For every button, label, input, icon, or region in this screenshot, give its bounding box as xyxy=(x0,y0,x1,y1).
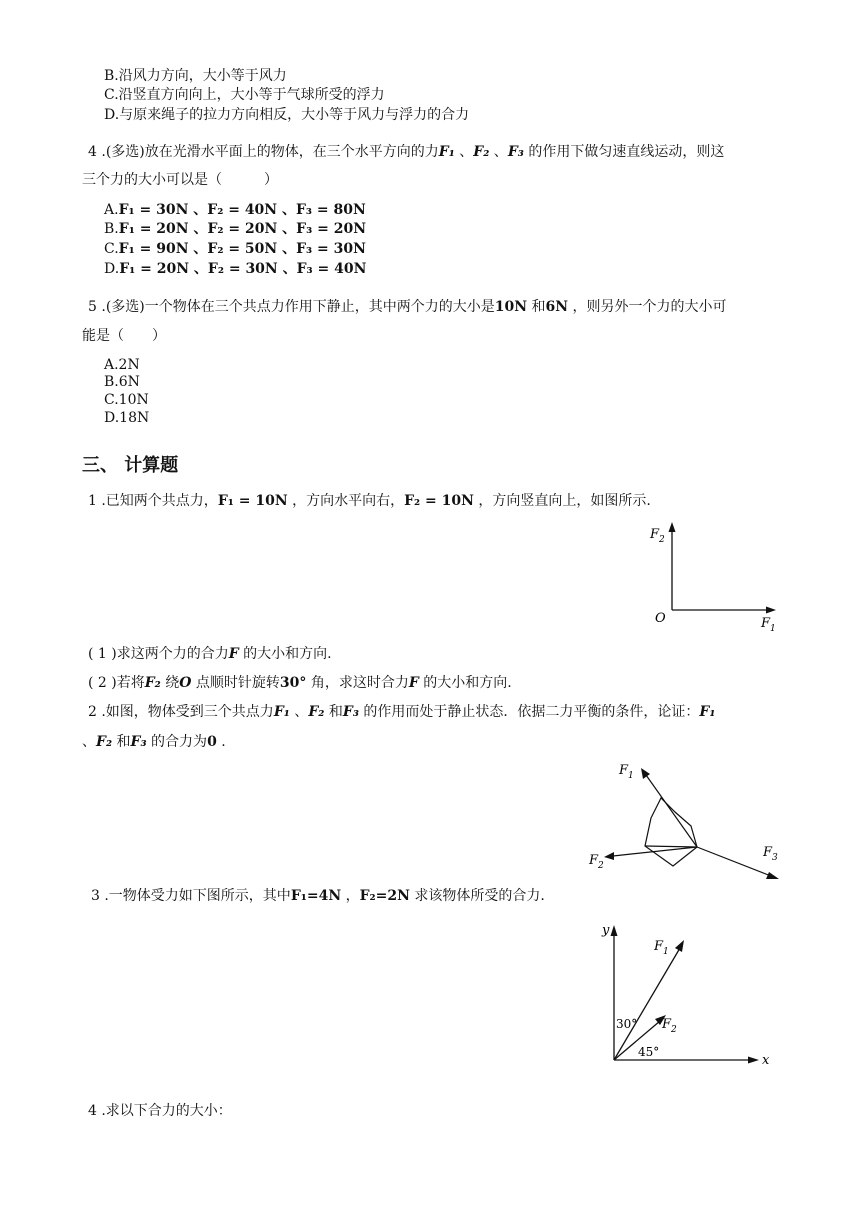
c1-sub2-text-e: 的大小和方向. xyxy=(418,675,512,691)
c3-line xyxy=(91,887,545,905)
c1-sub2-text-d: 角，求这时合力 xyxy=(306,675,409,691)
q5-value1: 10N xyxy=(494,299,528,315)
q4-text-a: (多选)放在光滑水平面上的物体，在三个水平方向的力 xyxy=(105,144,439,160)
c1-line1 xyxy=(88,492,651,510)
c3-fig-x-label: x xyxy=(762,1053,770,1068)
c1-figure xyxy=(645,518,775,638)
q4-f2: F₂ xyxy=(473,144,490,160)
c2-line1 xyxy=(88,703,715,721)
c3-text-b: 求该物体所受的合力. xyxy=(409,888,545,904)
q5-number: 5 . xyxy=(88,299,106,315)
q4-option-c-label: C. xyxy=(104,241,119,257)
c1-sub2-f2: F₂ xyxy=(144,675,161,691)
q4-option-a xyxy=(104,201,366,219)
c2-f2b: F₂ xyxy=(96,734,113,750)
c2-figure xyxy=(585,758,785,878)
c3-eq1: F₁=4N xyxy=(290,888,342,904)
c2-text-d: 和 xyxy=(112,734,131,750)
c2-f3: F₃ xyxy=(342,704,359,720)
c2-sep1: 、 xyxy=(289,704,309,720)
c2-f2: F₂ xyxy=(308,704,325,720)
c1-sub1-text-a: ( 1 )求这两个力的合力 xyxy=(88,646,229,662)
c2-text-c: 、 xyxy=(82,734,96,750)
c2-text-f: . xyxy=(216,734,226,750)
c2-fig-f1-label: $F_1$ xyxy=(619,763,634,781)
q5-option-b: B.6N xyxy=(104,374,140,390)
c2-f1: F₁ xyxy=(273,704,290,720)
c1-eq1: F₁ = 10N xyxy=(217,493,288,509)
c1-sub2-text-b: 绕 xyxy=(160,675,180,691)
c2-sep2: 和 xyxy=(324,704,343,720)
c2-line2 xyxy=(82,733,226,751)
c1-fig-origin-label: O xyxy=(655,611,666,626)
c3-fig-angle30: 30° xyxy=(616,1017,638,1031)
c2-zero: 0 xyxy=(207,734,217,750)
c2-fig-f3-label: $F_3$ xyxy=(763,845,778,863)
c2-fig-f2-label: $F_2$ xyxy=(589,853,604,871)
c2-f3b: F₃ xyxy=(130,734,147,750)
q4-option-d xyxy=(104,260,366,278)
q4-option-b-eq: F₁ = 20N 、F₂ = 20N 、F₃ = 20N xyxy=(118,221,366,237)
q4-line2: 三个力的大小可以是（ ） xyxy=(82,172,278,188)
c2-text-e: 的合力为 xyxy=(146,734,208,750)
q4-option-d-label: D. xyxy=(104,261,120,277)
c2-text-b: 的作用而处于静止状态．依据二力平衡的条件，论证： xyxy=(358,704,700,720)
c2-text-a: 2 .如图，物体受到三个共点力 xyxy=(88,704,274,720)
q5-text-b: ，则另外一个力的大小可 xyxy=(568,299,727,315)
c2-f1b: F₁ xyxy=(699,704,716,720)
c1-sub2-angle: 30° xyxy=(279,675,307,691)
c3-fig-y-label: y xyxy=(602,923,610,938)
c3-fig-f2-label: $F_2$ xyxy=(662,1017,677,1035)
option-b: B.沿风力方向，大小等于风力 xyxy=(104,68,287,84)
q5-line1 xyxy=(88,298,726,316)
c3-mid: ， xyxy=(341,888,360,904)
q4-option-d-eq: F₁ = 20N 、F₂ = 30N 、F₃ = 40N xyxy=(119,261,367,277)
q5-option-a: A.2N xyxy=(104,357,140,373)
c1-sub2 xyxy=(88,674,512,692)
c4-line: 4 .求以下合力的大小： xyxy=(88,1103,232,1119)
c3-fig-angle45: 45° xyxy=(638,1045,660,1059)
q5-line2: 能是（ ） xyxy=(82,328,166,344)
q4-option-a-eq: F₁ = 30N 、F₂ = 40N 、F₃ = 80N xyxy=(118,202,366,218)
c1-eq2: F₂ = 10N xyxy=(404,493,474,509)
c1-sub2-text-c: 点顺时针旋转 xyxy=(191,675,280,691)
q4-option-c xyxy=(104,240,366,258)
option-c: C.沿竖直方向向上，大小等于气球所受的浮力 xyxy=(104,87,385,103)
q5-value2: 6N xyxy=(545,299,569,315)
q4-f3: F₃ xyxy=(507,144,524,160)
q4-option-c-eq: F₁ = 90N 、F₂ = 50N 、F₃ = 30N xyxy=(118,241,366,257)
q4-sep1: 、 xyxy=(454,144,474,160)
q4-f1: F₁ xyxy=(438,144,455,160)
q5-mid: 和 xyxy=(527,299,546,315)
c3-figure xyxy=(600,920,775,1070)
option-d: D.与原来绳子的拉力方向相反，大小等于风力与浮力的合力 xyxy=(104,107,470,123)
q5-text-a: (多选)一个物体在三个共点力作用下静止，其中两个力的大小是 xyxy=(105,299,495,315)
c3-text-a: 3 .一物体受力如下图所示，其中 xyxy=(91,888,291,904)
q4-option-a-label: A. xyxy=(104,202,119,218)
section-title: 三、 计算题 xyxy=(82,455,179,476)
c1-sub2-text-a: ( 2 )若将 xyxy=(88,675,145,691)
q4-line1 xyxy=(88,143,724,161)
c1-sub1-text-b: 的大小和方向. xyxy=(238,646,332,662)
q5-option-c: C.10N xyxy=(104,392,149,408)
q4-sep2: 、 xyxy=(489,144,508,160)
c1-fig-f1-label: $F_1$ xyxy=(761,616,776,634)
q4-number: 4 . xyxy=(88,144,106,160)
c1-sub2-o: O xyxy=(179,675,192,691)
q4-text-b: 的作用下做匀速直线运动，则这 xyxy=(523,144,725,160)
c1-sub1-f: F xyxy=(228,646,239,662)
c1-fig-f2-label: $F_2$ xyxy=(650,527,665,545)
q4-option-b-label: B. xyxy=(104,221,119,237)
c1-text-b: ，方向水平向右， xyxy=(287,493,405,509)
c3-fig-f1-label: $F_1$ xyxy=(654,939,669,957)
q4-option-b xyxy=(104,220,366,238)
c1-sub2-f: F xyxy=(408,675,419,691)
q5-option-d: D.18N xyxy=(104,410,150,426)
c1-text-c: ，方向竖直向上，如图所示. xyxy=(473,493,651,509)
c1-text-a: 1 .已知两个共点力， xyxy=(88,493,218,509)
c1-sub1 xyxy=(88,645,332,663)
c3-eq2: F₂=2N xyxy=(359,888,410,904)
